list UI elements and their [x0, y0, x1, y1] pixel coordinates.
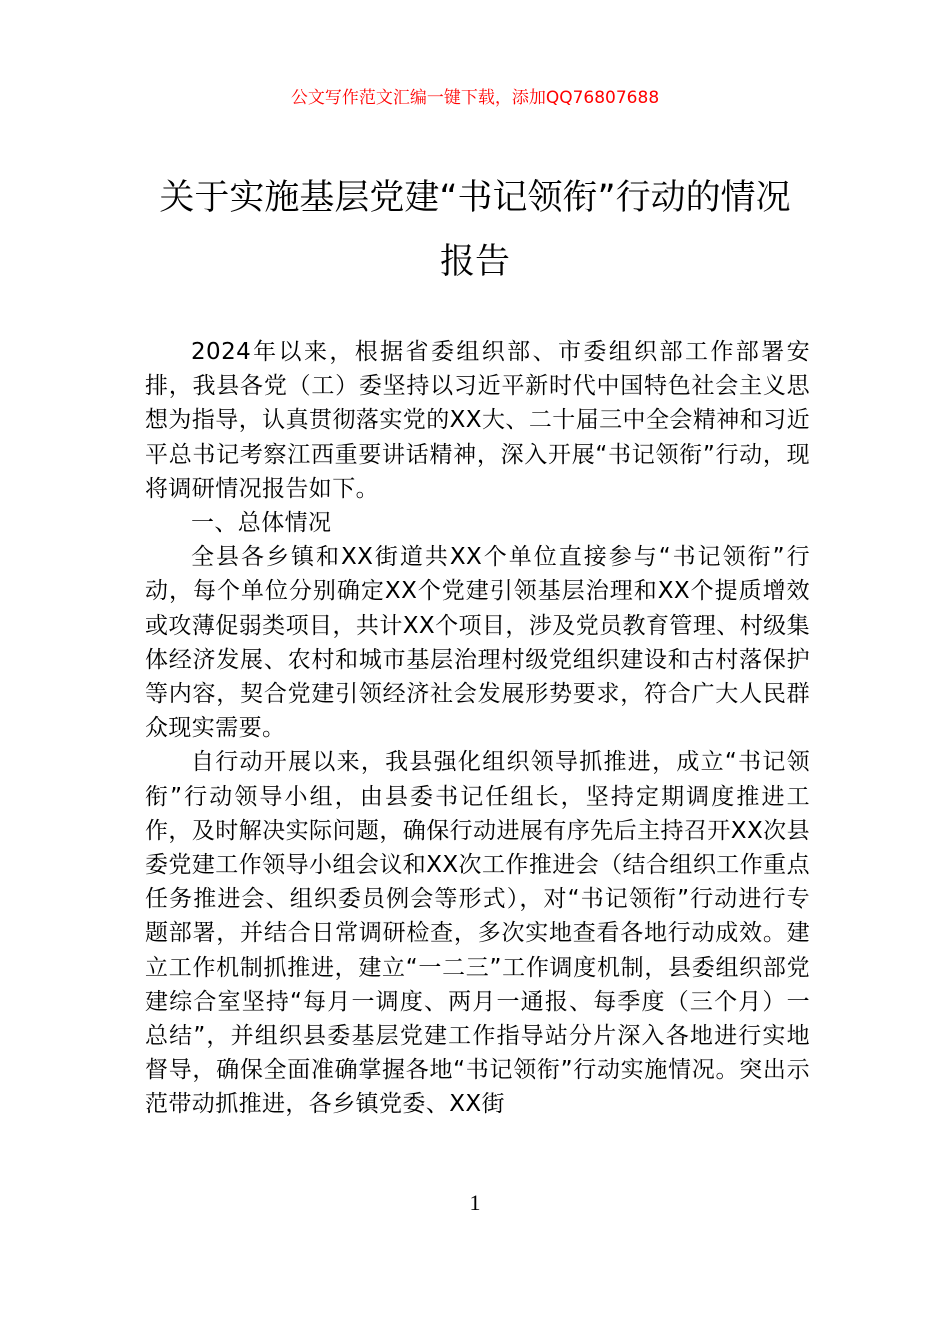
document-body	[145, 335, 810, 1122]
page-number: 1	[469, 1190, 481, 1215]
document-title: 关于实施基层党建“书记领衔”行动的情况报告	[159, 178, 791, 282]
download-notice: 公文写作范文汇编一键下载，添加QQ76807688	[290, 88, 660, 108]
overview-paragraph-2: 自行动开展以来，我县强化组织领导抓推进，成立“书记领衔”行动领导小组，由县委书记任组长，坚持定期调度推进工作，及时解决实际问题，确保行动进展有序先后主持召开XX次县委党建工作领导小组会议和XX次工作推进会（结合组织工作重点任务推进会、组织委员例会等形式），对“书记领衔”行动进行专题部署，并结合日常调研检查，多次实地查看各地行动成效。建立工作机制抓推进，建立“一二三”工作调度机制，县委组织部党建综合室坚持“每月一调度、两月一通报、每季度（三个月）一总结”，并组织县委基层党建工作指导站分片深入各地进行实地督导，确保全面准确掌握各地“书记领衔”行动实施情况。突出示范带动抓推进，各乡镇党委、XX街	[145, 749, 810, 1118]
section-heading-overview: 一、总体情况	[191, 510, 332, 537]
intro-paragraph: 2024年以来，根据省委组织部、市委组织部工作部署安排，我县各党（工）委坚持以习近平新时代中国特色社会主义思想为指导，认真贯彻落实党的XX大、二十届三中全会精神和习近平总书记考察江西重要讲话精神，深入开展“书记领衔”行动，现将调研情况报告如下。	[145, 339, 810, 502]
overview-paragraph-1: 全县各乡镇和XX街道共XX个单位直接参与“书记领衔”行动，每个单位分别确定XX个党建引领基层治理和XX个提质增效或攻薄促弱类项目，共计XX个项目，涉及党员教育管理、村级集体经济发展、农村和城市基层治理村级党组织建设和古村落保护等内容，契合党建引领经济社会发展形势要求，符合广大人民群众现实需要。	[145, 544, 810, 742]
